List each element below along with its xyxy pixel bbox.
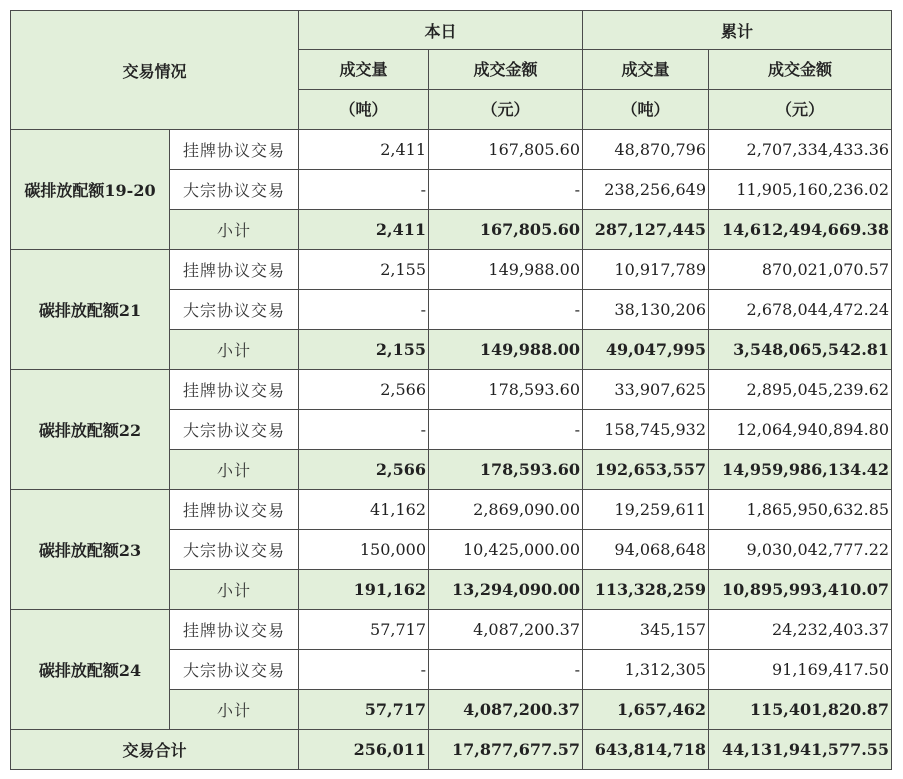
trade-type-cell: 大宗协议交易 bbox=[170, 530, 299, 570]
header-cum-amount: 成交金额 bbox=[709, 50, 892, 90]
day-amount-cell: 4,087,200.37 bbox=[429, 610, 583, 650]
total-label: 交易合计 bbox=[11, 730, 299, 770]
cum-volume-cell: 238,256,649 bbox=[583, 170, 709, 210]
day-amount-cell: - bbox=[429, 290, 583, 330]
cum-amount-cell: 11,905,160,236.02 bbox=[709, 170, 892, 210]
header-today: 本日 bbox=[299, 11, 583, 50]
cum-amount-cell: 1,865,950,632.85 bbox=[709, 490, 892, 530]
day-volume-cell: 2,155 bbox=[299, 250, 429, 290]
cum-amount-cell: 10,895,993,410.07 bbox=[709, 570, 892, 610]
trade-type-cell: 小计 bbox=[170, 450, 299, 490]
day-volume-cell: 57,717 bbox=[299, 610, 429, 650]
day-volume-cell: 41,162 bbox=[299, 490, 429, 530]
trade-type-cell: 小计 bbox=[170, 210, 299, 250]
day-volume-cell: - bbox=[299, 170, 429, 210]
group-name: 碳排放配额22 bbox=[11, 370, 170, 490]
table-row bbox=[11, 130, 892, 170]
cum-volume-cell: 10,917,789 bbox=[583, 250, 709, 290]
day-amount-cell: - bbox=[429, 410, 583, 450]
cum-volume-cell: 192,653,557 bbox=[583, 450, 709, 490]
day-amount-cell: 10,425,000.00 bbox=[429, 530, 583, 570]
trade-type-cell: 大宗协议交易 bbox=[170, 290, 299, 330]
total-day-volume: 256,011 bbox=[299, 730, 429, 770]
cum-amount-cell: 12,064,940,894.80 bbox=[709, 410, 892, 450]
header-row-1 bbox=[11, 11, 892, 50]
day-volume-cell: 2,155 bbox=[299, 330, 429, 370]
header-cumulative: 累计 bbox=[583, 11, 892, 50]
day-volume-cell: 2,411 bbox=[299, 210, 429, 250]
cum-volume-cell: 1,312,305 bbox=[583, 650, 709, 690]
cum-amount-cell: 2,895,045,239.62 bbox=[709, 370, 892, 410]
day-amount-cell: 13,294,090.00 bbox=[429, 570, 583, 610]
day-amount-cell: 2,869,090.00 bbox=[429, 490, 583, 530]
total-day-amount: 17,877,677.57 bbox=[429, 730, 583, 770]
day-amount-cell: 4,087,200.37 bbox=[429, 690, 583, 730]
trade-type-cell: 大宗协议交易 bbox=[170, 650, 299, 690]
trade-type-cell: 挂牌协议交易 bbox=[170, 610, 299, 650]
header-day-volume-unit: （吨） bbox=[299, 90, 429, 130]
header-day-volume: 成交量 bbox=[299, 50, 429, 90]
cum-volume-cell: 158,745,932 bbox=[583, 410, 709, 450]
trade-type-cell: 小计 bbox=[170, 330, 299, 370]
header-trade-situation: 交易情况 bbox=[11, 11, 299, 130]
trade-type-cell: 小计 bbox=[170, 690, 299, 730]
cum-volume-cell: 48,870,796 bbox=[583, 130, 709, 170]
group-name: 碳排放配额21 bbox=[11, 250, 170, 370]
total-row bbox=[11, 730, 892, 770]
cum-amount-cell: 91,169,417.50 bbox=[709, 650, 892, 690]
trade-type-cell: 大宗协议交易 bbox=[170, 170, 299, 210]
carbon-trading-table bbox=[10, 10, 892, 770]
cum-volume-cell: 49,047,995 bbox=[583, 330, 709, 370]
cum-volume-cell: 33,907,625 bbox=[583, 370, 709, 410]
day-amount-cell: 149,988.00 bbox=[429, 250, 583, 290]
header-cum-volume: 成交量 bbox=[583, 50, 709, 90]
header-day-amount-unit: （元） bbox=[429, 90, 583, 130]
cum-volume-cell: 287,127,445 bbox=[583, 210, 709, 250]
trade-type-cell: 挂牌协议交易 bbox=[170, 370, 299, 410]
cum-volume-cell: 1,657,462 bbox=[583, 690, 709, 730]
group-name: 碳排放配额19-20 bbox=[11, 130, 170, 250]
total-cum-amount: 44,131,941,577.55 bbox=[709, 730, 892, 770]
header-cum-volume-unit: （吨） bbox=[583, 90, 709, 130]
day-volume-cell: 2,566 bbox=[299, 370, 429, 410]
table-row bbox=[11, 610, 892, 650]
day-amount-cell: 167,805.60 bbox=[429, 210, 583, 250]
table-row bbox=[11, 490, 892, 530]
trade-type-cell: 大宗协议交易 bbox=[170, 410, 299, 450]
cum-volume-cell: 38,130,206 bbox=[583, 290, 709, 330]
day-volume-cell: 2,566 bbox=[299, 450, 429, 490]
cum-amount-cell: 2,678,044,472.24 bbox=[709, 290, 892, 330]
table-row bbox=[11, 370, 892, 410]
day-amount-cell: 178,593.60 bbox=[429, 370, 583, 410]
cum-amount-cell: 2,707,334,433.36 bbox=[709, 130, 892, 170]
cum-amount-cell: 24,232,403.37 bbox=[709, 610, 892, 650]
group-name: 碳排放配额23 bbox=[11, 490, 170, 610]
trade-type-cell: 小计 bbox=[170, 570, 299, 610]
cum-amount-cell: 115,401,820.87 bbox=[709, 690, 892, 730]
cum-volume-cell: 345,157 bbox=[583, 610, 709, 650]
day-volume-cell: - bbox=[299, 290, 429, 330]
group-name: 碳排放配额24 bbox=[11, 610, 170, 730]
day-amount-cell: - bbox=[429, 650, 583, 690]
trade-type-cell: 挂牌协议交易 bbox=[170, 130, 299, 170]
cum-amount-cell: 870,021,070.57 bbox=[709, 250, 892, 290]
total-cum-volume: 643,814,718 bbox=[583, 730, 709, 770]
trade-type-cell: 挂牌协议交易 bbox=[170, 250, 299, 290]
cum-volume-cell: 113,328,259 bbox=[583, 570, 709, 610]
cum-volume-cell: 94,068,648 bbox=[583, 530, 709, 570]
day-amount-cell: 167,805.60 bbox=[429, 130, 583, 170]
day-volume-cell: - bbox=[299, 410, 429, 450]
cum-amount-cell: 14,612,494,669.38 bbox=[709, 210, 892, 250]
cum-amount-cell: 3,548,065,542.81 bbox=[709, 330, 892, 370]
day-volume-cell: 150,000 bbox=[299, 530, 429, 570]
table-row bbox=[11, 250, 892, 290]
trade-type-cell: 挂牌协议交易 bbox=[170, 490, 299, 530]
day-volume-cell: 57,717 bbox=[299, 690, 429, 730]
cum-volume-cell: 19,259,611 bbox=[583, 490, 709, 530]
day-amount-cell: - bbox=[429, 170, 583, 210]
day-volume-cell: - bbox=[299, 650, 429, 690]
day-amount-cell: 149,988.00 bbox=[429, 330, 583, 370]
day-volume-cell: 191,162 bbox=[299, 570, 429, 610]
header-cum-amount-unit: （元） bbox=[709, 90, 892, 130]
cum-amount-cell: 9,030,042,777.22 bbox=[709, 530, 892, 570]
header-day-amount: 成交金额 bbox=[429, 50, 583, 90]
day-volume-cell: 2,411 bbox=[299, 130, 429, 170]
cum-amount-cell: 14,959,986,134.42 bbox=[709, 450, 892, 490]
day-amount-cell: 178,593.60 bbox=[429, 450, 583, 490]
